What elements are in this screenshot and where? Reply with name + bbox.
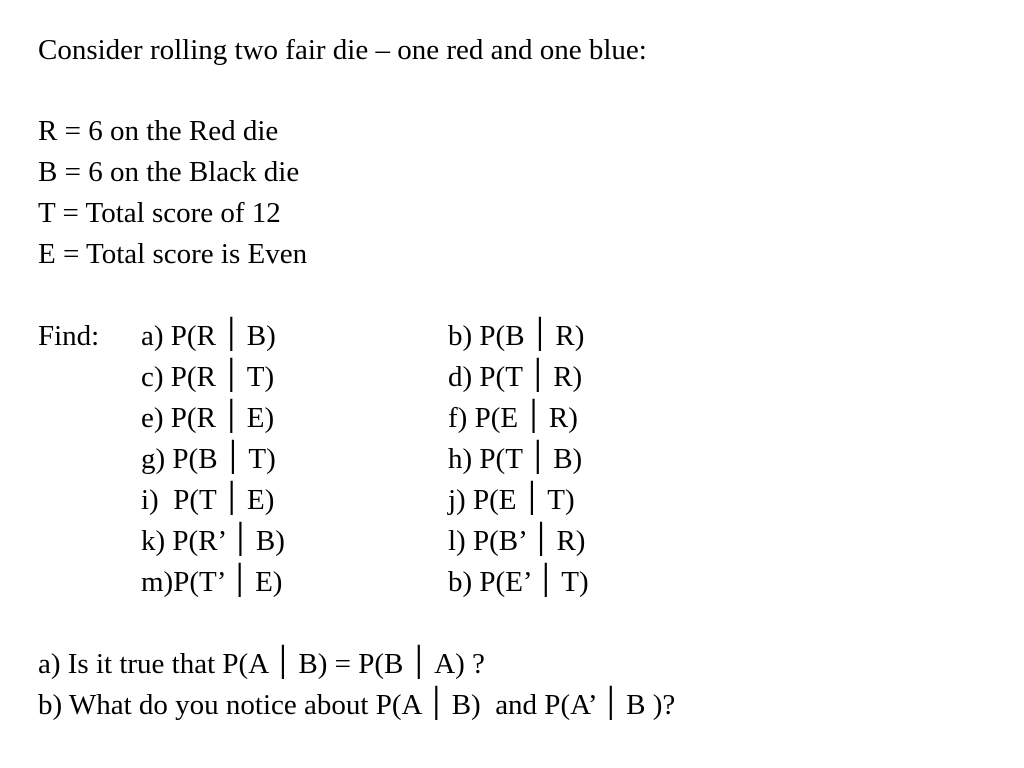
find-item: l) P(B’ ׀ R) — [448, 525, 586, 557]
find-item: b) P(E’ ׀ T) — [448, 566, 589, 598]
find-row — [38, 401, 578, 435]
definition-r: R = 6 on the Red die — [38, 115, 279, 147]
find-row — [38, 360, 583, 394]
find-item: h) P(T ׀ B) — [448, 443, 583, 475]
definition-t: T = Total score of 12 — [38, 197, 281, 229]
find-item: j) P(E ׀ T) — [448, 484, 575, 516]
find-item: k) P(R’ ׀ B) — [141, 525, 285, 557]
slide-content — [38, 0, 998, 768]
find-row — [38, 524, 586, 558]
find-item: a) P(R ׀ B) — [141, 320, 276, 352]
find-item: g) P(B ׀ T) — [141, 443, 276, 475]
find-item: c) P(R ׀ T) — [141, 361, 275, 393]
find-item: d) P(T ׀ R) — [448, 361, 583, 393]
definition-b: B = 6 on the Black die — [38, 156, 300, 188]
find-row — [38, 442, 583, 476]
find-row — [38, 565, 589, 599]
find-item: f) P(E ׀ R) — [448, 402, 578, 434]
find-item: b) P(B ׀ R) — [448, 320, 585, 352]
definition-e: E = Total score is Even — [38, 238, 308, 270]
find-row — [38, 483, 575, 517]
find-row — [38, 319, 585, 353]
question-a: a) Is it true that P(A ׀ B) = P(B ׀ A) ? — [38, 648, 485, 680]
find-label: Find: — [38, 320, 100, 352]
question-b: b) What do you notice about P(A ׀ B) and P(A’ ׀ B )? — [38, 689, 676, 721]
find-item: i) P(T ׀ E) — [141, 484, 275, 516]
find-item: e) P(R ׀ E) — [141, 402, 275, 434]
find-item: m)P(T’ ׀ E) — [141, 566, 283, 598]
intro-text: Consider rolling two fair die – one red and one blue: — [38, 34, 647, 66]
